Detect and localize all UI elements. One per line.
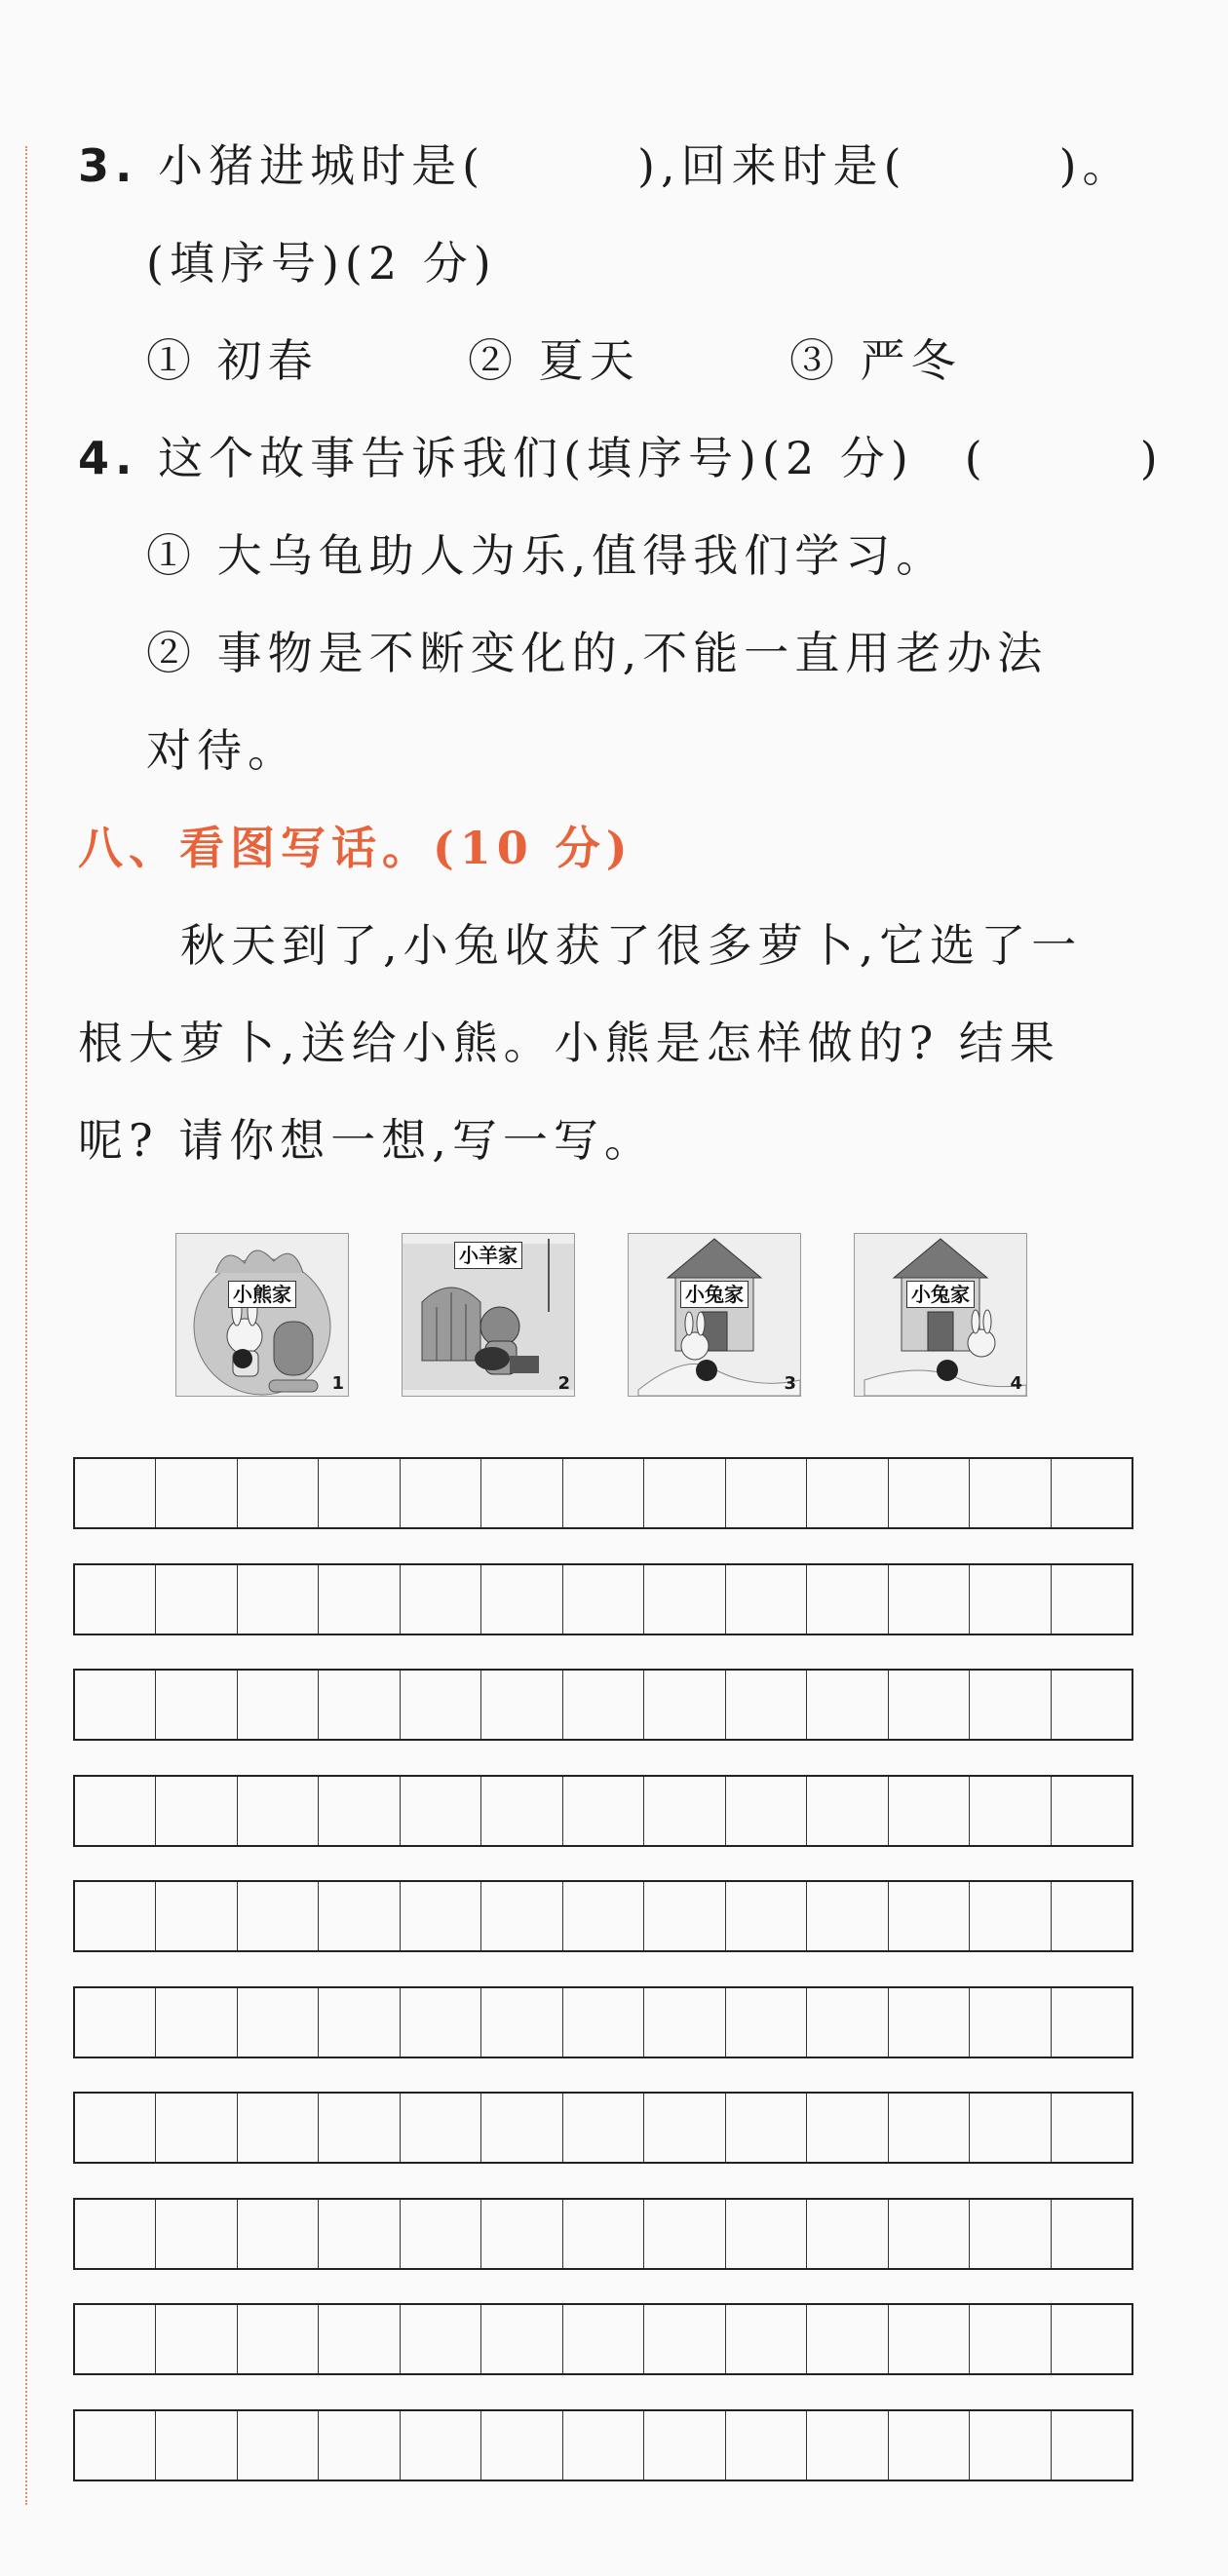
grid-cell[interactable] <box>889 2094 970 2162</box>
grid-cell[interactable] <box>1052 2411 1132 2480</box>
grid-row[interactable] <box>73 1880 1133 1952</box>
grid-cell[interactable] <box>644 1777 725 1845</box>
grid-cell[interactable] <box>75 1565 156 1634</box>
picture-3-label: 小兔家 <box>680 1281 748 1308</box>
grid-cell[interactable] <box>238 1671 319 1739</box>
grid-cell[interactable] <box>238 1988 319 2057</box>
grid-cell[interactable] <box>156 1565 237 1634</box>
grid-cell[interactable] <box>319 1988 400 2057</box>
grid-cell[interactable] <box>1052 1777 1132 1845</box>
grid-cell[interactable] <box>75 1777 156 1845</box>
grid-cell[interactable] <box>563 2411 644 2480</box>
grid-cell[interactable] <box>1052 1671 1132 1739</box>
grid-cell[interactable] <box>1052 2200 1132 2268</box>
grid-cell[interactable] <box>807 1988 888 2057</box>
question-4 <box>78 429 1164 487</box>
grid-cell[interactable] <box>644 1565 725 1634</box>
grid-cell[interactable] <box>1052 2094 1132 2162</box>
grid-cell[interactable] <box>481 1459 562 1527</box>
question-3 <box>78 136 1133 195</box>
grid-cell[interactable] <box>238 1565 319 1634</box>
grid-cell[interactable] <box>807 1671 888 1739</box>
grid-cell[interactable] <box>481 1988 562 2057</box>
grid-cell[interactable] <box>889 1882 970 1950</box>
grid-cell[interactable] <box>726 2411 807 2480</box>
question-4-number: 4. <box>78 432 138 484</box>
grid-cell[interactable] <box>726 2305 807 2373</box>
picture-2 <box>402 1233 575 1397</box>
grid-row[interactable] <box>73 2198 1133 2270</box>
grid-cell[interactable] <box>481 2094 562 2162</box>
section-title <box>78 819 633 877</box>
picture-2-label: 小羊家 <box>454 1242 522 1269</box>
grid-cell[interactable] <box>401 1671 481 1739</box>
grid-cell[interactable] <box>75 1882 156 1950</box>
grid-cell[interactable] <box>726 1565 807 1634</box>
grid-cell[interactable] <box>563 1671 644 1739</box>
grid-cell[interactable] <box>319 2305 400 2373</box>
grid-cell[interactable] <box>726 1671 807 1739</box>
grid-cell[interactable] <box>75 1459 156 1527</box>
grid-row[interactable] <box>73 2092 1133 2164</box>
question-4-option-2: ② 事物是不断变化的,不能一直用老办法 <box>146 627 1049 679</box>
grid-cell[interactable] <box>481 1882 562 1950</box>
grid-cell[interactable] <box>889 1459 970 1527</box>
question-3-option-1: ① 初春 <box>146 334 319 387</box>
grid-cell[interactable] <box>401 1565 481 1634</box>
margin-dotted-line <box>25 146 27 2505</box>
grid-cell[interactable] <box>238 1882 319 1950</box>
grid-cell[interactable] <box>970 1882 1051 1950</box>
grid-cell[interactable] <box>401 1882 481 1950</box>
grid-cell[interactable] <box>807 1565 888 1634</box>
grid-cell[interactable] <box>401 2200 481 2268</box>
grid-cell[interactable] <box>238 2094 319 2162</box>
grid-cell[interactable] <box>970 2411 1051 2480</box>
picture-3-number: 3 <box>784 1373 796 1394</box>
picture-4 <box>854 1233 1027 1397</box>
grid-cell[interactable] <box>401 2094 481 2162</box>
grid-cell[interactable] <box>889 1671 970 1739</box>
grid-cell[interactable] <box>481 1565 562 1634</box>
grid-cell[interactable] <box>156 2200 237 2268</box>
grid-cell[interactable] <box>563 1988 644 2057</box>
grid-cell[interactable] <box>75 2200 156 2268</box>
grid-cell[interactable] <box>889 2305 970 2373</box>
grid-cell[interactable] <box>726 2200 807 2268</box>
grid-row[interactable] <box>73 1986 1133 2058</box>
grid-cell[interactable] <box>970 1988 1051 2057</box>
grid-cell[interactable] <box>156 1882 237 1950</box>
grid-cell[interactable] <box>970 2094 1051 2162</box>
grid-cell[interactable] <box>889 2200 970 2268</box>
grid-cell[interactable] <box>238 1459 319 1527</box>
grid-cell[interactable] <box>807 1459 888 1527</box>
grid-cell[interactable] <box>889 2411 970 2480</box>
picture-3 <box>628 1233 801 1397</box>
question-3-option-2: ② 夏天 <box>468 334 640 387</box>
grid-cell[interactable] <box>481 1671 562 1739</box>
grid-cell[interactable] <box>401 1777 481 1845</box>
grid-cell[interactable] <box>156 2305 237 2373</box>
question-3-note: (填序号)(2 分) <box>146 237 497 289</box>
grid-cell[interactable] <box>889 1565 970 1634</box>
grid-cell[interactable] <box>644 2411 725 2480</box>
grid-cell[interactable] <box>644 1671 725 1739</box>
prompt-line-2: 根大萝卜,送给小熊。小熊是怎样做的? 结果 <box>78 1017 1060 1069</box>
grid-cell[interactable] <box>563 1777 644 1845</box>
grid-cell[interactable] <box>644 2094 725 2162</box>
grid-cell[interactable] <box>481 2305 562 2373</box>
grid-cell[interactable] <box>319 1777 400 1845</box>
grid-cell[interactable] <box>319 2094 400 2162</box>
grid-cell[interactable] <box>807 2200 888 2268</box>
grid-cell[interactable] <box>807 1777 888 1845</box>
grid-cell[interactable] <box>75 2411 156 2480</box>
grid-cell[interactable] <box>75 1671 156 1739</box>
picture-1-label: 小熊家 <box>228 1281 296 1308</box>
grid-cell[interactable] <box>238 1777 319 1845</box>
grid-cell[interactable] <box>401 2305 481 2373</box>
grid-cell[interactable] <box>563 1882 644 1950</box>
grid-cell[interactable] <box>970 1565 1051 1634</box>
grid-cell[interactable] <box>401 1988 481 2057</box>
question-4-option-1: ① 大乌龟助人为乐,值得我们学习。 <box>146 529 947 582</box>
grid-cell[interactable] <box>970 1777 1051 1845</box>
picture-4-number: 4 <box>1010 1373 1022 1394</box>
grid-cell[interactable] <box>1052 1882 1132 1950</box>
grid-cell[interactable] <box>319 1882 400 1950</box>
grid-cell[interactable] <box>156 1671 237 1739</box>
grid-cell[interactable] <box>644 2305 725 2373</box>
grid-cell[interactable] <box>319 2200 400 2268</box>
grid-cell[interactable] <box>970 1459 1051 1527</box>
grid-row[interactable] <box>73 1775 1133 1847</box>
grid-cell[interactable] <box>319 1671 400 1739</box>
picture-sequence <box>175 1233 1037 1397</box>
grid-cell[interactable] <box>481 2200 562 2268</box>
grid-row[interactable] <box>73 1457 1133 1529</box>
picture-4-label: 小兔家 <box>906 1281 975 1308</box>
grid-cell[interactable] <box>75 1988 156 2057</box>
grid-cell[interactable] <box>644 2200 725 2268</box>
grid-cell[interactable] <box>1052 1565 1132 1634</box>
grid-cell[interactable] <box>481 2411 562 2480</box>
grid-cell[interactable] <box>156 2094 237 2162</box>
grid-cell[interactable] <box>644 1882 725 1950</box>
grid-cell[interactable] <box>1052 1459 1132 1527</box>
picture-2-number: 2 <box>557 1373 570 1394</box>
grid-cell[interactable] <box>481 1777 562 1845</box>
grid-cell[interactable] <box>563 1565 644 1634</box>
grid-cell[interactable] <box>970 2200 1051 2268</box>
grid-cell[interactable] <box>156 1459 237 1527</box>
grid-cell[interactable] <box>726 1459 807 1527</box>
grid-cell[interactable] <box>319 1565 400 1634</box>
grid-cell[interactable] <box>889 1777 970 1845</box>
grid-cell[interactable] <box>644 1459 725 1527</box>
question-3-number: 3. <box>78 139 138 192</box>
grid-row[interactable] <box>73 2409 1133 2481</box>
grid-cell[interactable] <box>238 2200 319 2268</box>
grid-cell[interactable] <box>401 1459 481 1527</box>
grid-cell[interactable] <box>970 2305 1051 2373</box>
grid-cell[interactable] <box>726 1777 807 1845</box>
grid-cell[interactable] <box>75 2094 156 2162</box>
grid-row[interactable] <box>73 1563 1133 1635</box>
grid-cell[interactable] <box>156 2411 237 2480</box>
question-3-text: 小猪进城时是( ),回来时是( )。 <box>158 139 1133 192</box>
grid-cell[interactable] <box>75 2305 156 2373</box>
grid-cell[interactable] <box>1052 1988 1132 2057</box>
grid-cell[interactable] <box>970 1671 1051 1739</box>
grid-cell[interactable] <box>563 2305 644 2373</box>
grid-cell[interactable] <box>889 1988 970 2057</box>
section-title-text: 八、看图写话。 <box>78 822 433 874</box>
prompt-line-1: 秋天到了,小兔收获了很多萝卜,它选了一 <box>180 919 1083 972</box>
grid-cell[interactable] <box>807 1882 888 1950</box>
grid-cell[interactable] <box>1052 2305 1132 2373</box>
grid-cell[interactable] <box>807 2305 888 2373</box>
grid-cell[interactable] <box>238 2411 319 2480</box>
grid-cell[interactable] <box>563 2200 644 2268</box>
grid-cell[interactable] <box>319 2411 400 2480</box>
picture-1 <box>175 1233 349 1397</box>
grid-cell[interactable] <box>401 2411 481 2480</box>
grid-cell[interactable] <box>807 2094 888 2162</box>
grid-cell[interactable] <box>644 1988 725 2057</box>
grid-row[interactable] <box>73 2303 1133 2375</box>
picture-1-number: 1 <box>331 1373 344 1394</box>
grid-cell[interactable] <box>563 2094 644 2162</box>
grid-row[interactable] <box>73 1669 1133 1741</box>
grid-cell[interactable] <box>319 1459 400 1527</box>
grid-cell[interactable] <box>726 1988 807 2057</box>
grid-cell[interactable] <box>726 1882 807 1950</box>
grid-cell[interactable] <box>156 1777 237 1845</box>
grid-cell[interactable] <box>807 2411 888 2480</box>
question-4-text: 这个故事告诉我们(填序号)(2 分) ( ) <box>158 432 1164 484</box>
question-3-option-3: ③ 严冬 <box>789 334 962 387</box>
prompt-line-3: 呢? 请你想一想,写一写。 <box>78 1114 655 1167</box>
grid-cell[interactable] <box>563 1459 644 1527</box>
grid-cell[interactable] <box>238 2305 319 2373</box>
grid-cell[interactable] <box>156 1988 237 2057</box>
grid-cell[interactable] <box>726 2094 807 2162</box>
question-4-option-2-cont: 对待。 <box>146 724 298 777</box>
section-score: (10 分) <box>433 822 633 874</box>
